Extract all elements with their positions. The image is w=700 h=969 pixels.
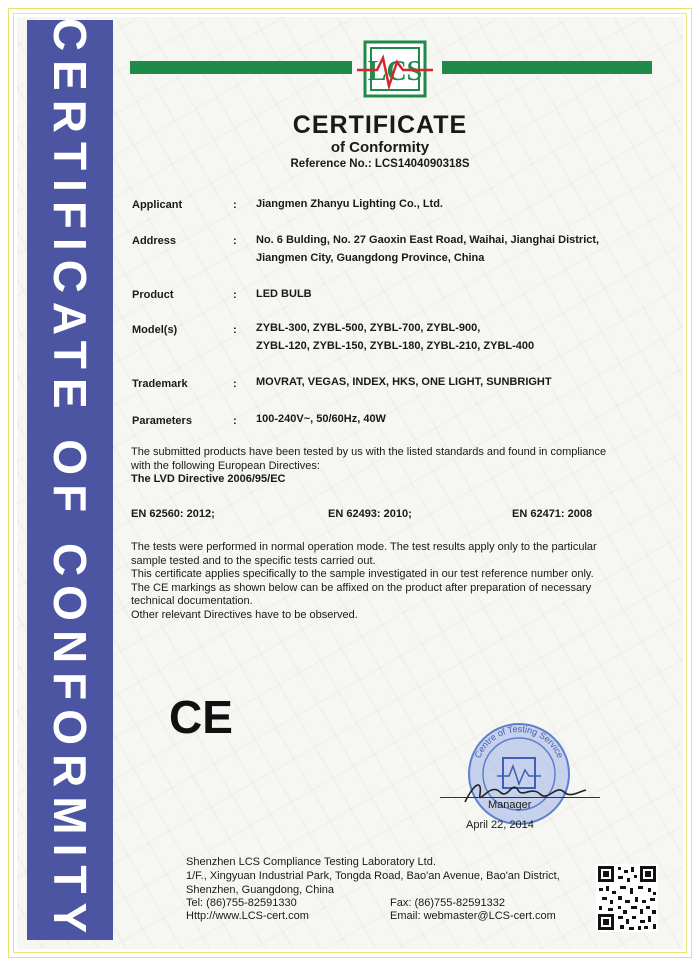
- lab-web: Http://www.LCS-cert.com: [186, 910, 309, 922]
- lab-email: Email: webmaster@LCS-cert.com: [390, 910, 556, 922]
- header-bar-right: [442, 61, 652, 74]
- applicant-label: Applicant: [132, 199, 183, 211]
- address-colon: :: [233, 235, 237, 247]
- applicant-value: Jiangmen Zhanyu Lighting Co., Ltd.: [256, 198, 443, 210]
- models-value: ZYBL-300, ZYBL-500, ZYBL-700, ZYBL-900, ZYBL-120, ZYBL-150, ZYBL-180, ZYBL-210, ZYBL-400: [256, 322, 535, 352]
- svg-text:Centre of Testing Service: Centre of Testing Service: [472, 723, 566, 760]
- certificate-title: CERTIFICATE: [292, 111, 468, 139]
- lab-fax: Fax: (86)755-82591332: [390, 897, 505, 909]
- parameters-value: 100-240V~, 50/60Hz, 40W: [256, 413, 386, 425]
- parameters-label: Parameters: [132, 415, 192, 427]
- qr-code-icon: [596, 864, 658, 932]
- parameters-colon: :: [233, 415, 237, 427]
- signature-line: [440, 797, 600, 798]
- product-colon: :: [233, 289, 237, 301]
- certificate-subtitle: of Conformity: [330, 139, 430, 156]
- trademark-value: MOVRAT, VEGAS, INDEX, HKS, ONE LIGHT, SUNBRIGHT: [256, 376, 552, 388]
- notes-text: The tests were performed in normal operation mode. The test results apply only to the particular sample tested and to the specific tests carried out. This certificate applies specifically to the sample investigated in our test reference number only. The CE markings as shown below can be affixed on the product after preparation of necessary technical documentation. Other relevant Directives have to be observed.: [131, 541, 597, 621]
- lab-address-2: Shenzhen, Guangdong, China: [186, 884, 335, 896]
- address-label: Address: [132, 235, 177, 247]
- statement-text: The submitted products have been tested by us with the listed standards and found in compliance with the following European Directives: The LVD Directive 2006/95/EC: [131, 446, 607, 485]
- reference-number: Reference No.: LCS1404090318S: [290, 158, 470, 170]
- trademark-colon: :: [233, 378, 237, 390]
- standard-2: EN 62493: 2010;: [328, 508, 412, 520]
- applicant-colon: :: [233, 199, 237, 211]
- product-label: Product: [132, 289, 174, 301]
- models-colon: :: [233, 324, 237, 336]
- logo-letters-icon: LCS: [367, 56, 423, 87]
- lab-address-1: 1/F., Xingyuan Industrial Park, Tongda Road, Bao'an Avenue, Bao'an District,: [186, 870, 560, 882]
- header-bar-left: [130, 61, 352, 74]
- standard-3: EN 62471: 2008: [512, 508, 593, 520]
- lvd-directive: The LVD Directive 2006/95/EC: [131, 473, 286, 485]
- ce-mark-icon: [168, 693, 234, 739]
- product-value: LED BULB: [256, 288, 312, 300]
- svg-text:CE: CE: [169, 693, 233, 739]
- standard-1: EN 62560: 2012;: [131, 508, 215, 520]
- lab-name: Shenzhen LCS Compliance Testing Laboratory Ltd.: [186, 856, 436, 868]
- manager-title: Manager: [488, 799, 532, 811]
- address-value: No. 6 Bulding, No. 27 Gaoxin East Road, Waihai, Jianghai District, Jiangmen City, Guangdong Province, China: [256, 234, 600, 264]
- lab-tel: Tel: (86)755-82591330: [186, 897, 297, 909]
- side-band-text: CERTIFICATE OF CONFORMITY: [44, 17, 96, 943]
- trademark-label: Trademark: [132, 378, 188, 390]
- lcs-logo: [357, 40, 433, 98]
- models-label: Model(s): [132, 324, 178, 336]
- signature-date: April 22, 2014: [466, 819, 534, 831]
